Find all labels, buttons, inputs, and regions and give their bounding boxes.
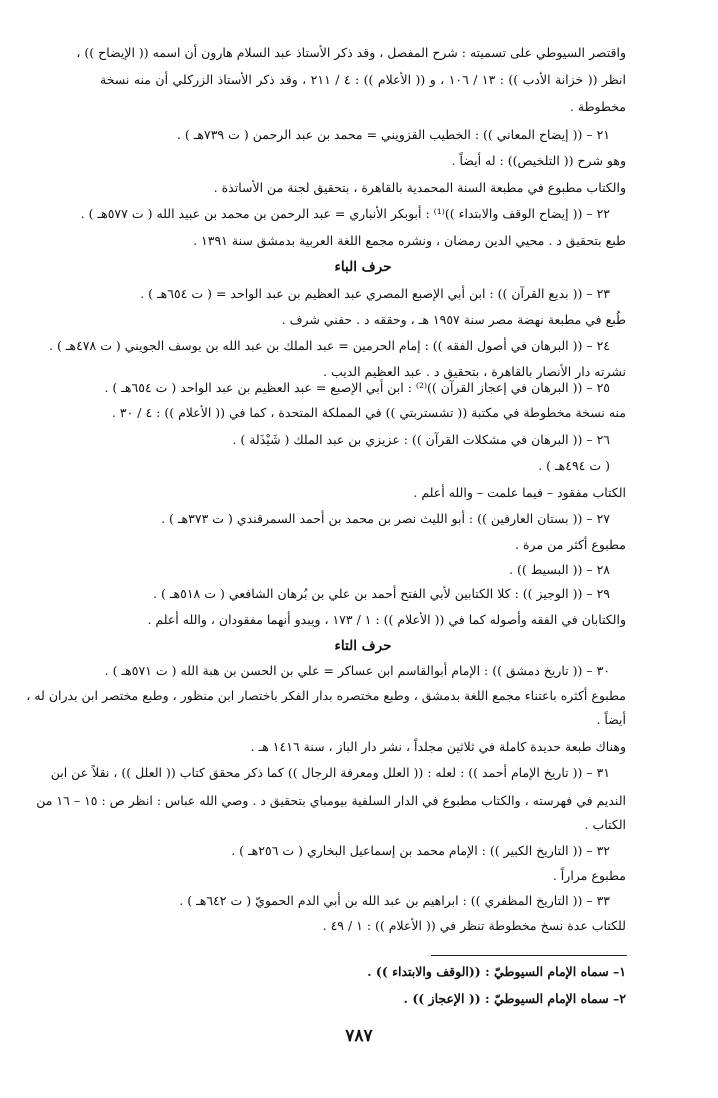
entry-27: ٢٧ – (( بستان العارفين )) : أبو الليث نصر بن محمد بن أحمد السمرقندي ( ت ٣٧٣هـ ) .: [161, 511, 610, 526]
entry-31: ٣١ – (( تاريخ الإمام أحمد )) : لعله : (( العلل ومعرفة الرجال )) كما ذكر محقق كتاب (( العلل )) ، نقلاً عن ابن: [50, 765, 610, 780]
text-line: مطبوع أكثره باعتناء مجمع اللغة بدمشق ، وطبع مختصره بدار الفكر باختصار ابن منظور ، وطبع مختصر ابن بدران له ،: [26, 688, 626, 703]
entry-24: ٢٤ – (( البرهان في أصول الفقه )) : إمام الحرمين = عبد الملك بن عبد الله بن يوسف الجويني ( ت ٤٧٨هـ ) .: [49, 338, 610, 353]
text-line: النديم في فهرسته ، والكتاب مطبوع في الدار السلفية بيومباي بتحقيق د . وصي الله عباس : انظر ص : ١٥ – ١٦ من: [36, 793, 626, 808]
text-line: الكتاب مفقود – فيما علمت – والله أعلم .: [413, 485, 626, 500]
text-line: أيضاً .: [596, 712, 626, 727]
text-line: والكتاب مطبوع في مطبعة السنة المحمدية بالقاهرة ، بتحقيق لجنة من الأساتذة .: [213, 180, 626, 195]
entry-28: ٢٨ – (( البسيط )) .: [509, 562, 610, 577]
text-line: للكتاب عدة نسخ مخطوطة تنظر في (( الأعلام )) : ١ / ٤٩ .: [322, 918, 626, 933]
text-line: ( ت ٤٩٤هـ ) .: [538, 458, 610, 473]
entry-25: ٢٥ – (( البرهان في إعجاز القرآن ))⁽²⁾ : ابن أبي الإصبع = عبد العظيم بن عبد الواحد ( ت ٦٥٤هـ ) .: [104, 380, 610, 395]
text-line: وهو شرح (( التلخيص)) : له أيضاً .: [451, 153, 626, 168]
entry-22: ٢٢ – (( إيضاح الوقف والابتداء ))⁽¹⁾ : أبوبكر الأنباري = عبد الرحمن بن محمد بن عبيد الله ( ت ٥٧٧هـ ) .: [80, 206, 610, 221]
text-line: مخطوطة .: [569, 99, 626, 114]
entry-29: ٢٩ – (( الوجيز )) : كلا الكتابين لأبي الفتح أحمد بن علي بن بُرهان الشافعي ( ت ٥١٨هـ ) .: [153, 586, 610, 601]
text-line: نشرته دار الأنصار بالقاهرة ، بتحقيق د . عبد العظيم الديب .: [323, 364, 626, 379]
footnote-2: ٢– سماه الإمام السيوطيّ : (( الإعجاز )) .: [403, 991, 626, 1006]
text-line: مطبوع مراراً .: [552, 868, 626, 883]
footnote-1: ١– سماه الإمام السيوطيّ : ((الوقف والابتداء )) .: [367, 964, 626, 979]
entry-30: ٣٠ – (( تاريخ دمشق )) : الإمام أبوالقاسم ابن عساكر = علي بن الحسن بن هبة الله ( ت ٥٧١هـ ) .: [104, 663, 610, 678]
text-line: والكتابان في الفقه وأصوله كما في (( الأعلام )) : ١ / ١٧٣ ، ويبدو أنهما مفقودان ، والله أعلم .: [147, 612, 626, 627]
entry-21: ٢١ – (( إيضاح المعاني )) : الخطيب القزويني = محمد بن عبد الرحمن ( ت ٧٣٩هـ ) .: [176, 127, 610, 142]
text-line: انظر (( خزانة الأدب )) : ١٣ / ١٠٦ ، و (( الأعلام )) : ٤ / ٢١١ ، وقد ذكر الأستاذ الزركلي أن منه نسخة: [100, 72, 626, 87]
entry-32: ٣٢ – (( التاريخ الكبير )) : الإمام محمد بن إسماعيل البخاري ( ت ٢٥٦هـ ) .: [231, 843, 610, 858]
entry-26: ٢٦ – (( البرهان في مشكلات القرآن )) : عزيزي بن عبد الملك ( شَيْذَلة ) .: [232, 432, 610, 447]
entry-23: ٢٣ – (( بديع القرآن )) : ابن أبي الإصبع المصري عبد العظيم بن عبد الواحد = ( ت ٦٥٤هـ ) .: [140, 286, 610, 301]
text-line: طبع بتحقيق د . محيي الدين رمضان ، ونشره مجمع اللغة العربية بدمشق سنة ١٣٩١ .: [193, 233, 626, 248]
section-heading-ta: حرف التاء: [334, 638, 392, 654]
text-line: الكتاب .: [584, 817, 626, 832]
text-line: واقتصر السيوطي على تسميته : شرح المفصل ، وقد ذكر الأستاذ عبد السلام هارون أن اسمه (( الإيضاح )) ،: [76, 45, 626, 60]
page-number: ٧٨٧: [345, 1026, 373, 1046]
footnote-separator: [431, 955, 627, 956]
text-line: وهناك طبعة حديدة كاملة في ثلاثين مجلداً ، نشر دار الباز ، سنة ١٤١٦ هـ .: [250, 739, 626, 754]
entry-33: ٣٣ – (( التاريخ المظفري )) : ابراهيم بن عبد الله بن أبي الدم الحمويّ ( ت ٦٤٢هـ ) .: [179, 893, 610, 908]
text-line: منه نسخة مخطوطة في مكتبة (( تشستربتي )) في المملكة المتحدة ، كما في (( الأعلام )) : ٤ / ٣٠ .: [111, 405, 626, 420]
section-heading-ba: حرف الباء: [334, 259, 392, 275]
text-line: مطبوع أكثر من مرة .: [515, 537, 626, 552]
text-line: طُبع في مطبعة نهضة مصر سنة ١٩٥٧ هـ ، وحققه د . حفني شرف .: [281, 312, 626, 327]
